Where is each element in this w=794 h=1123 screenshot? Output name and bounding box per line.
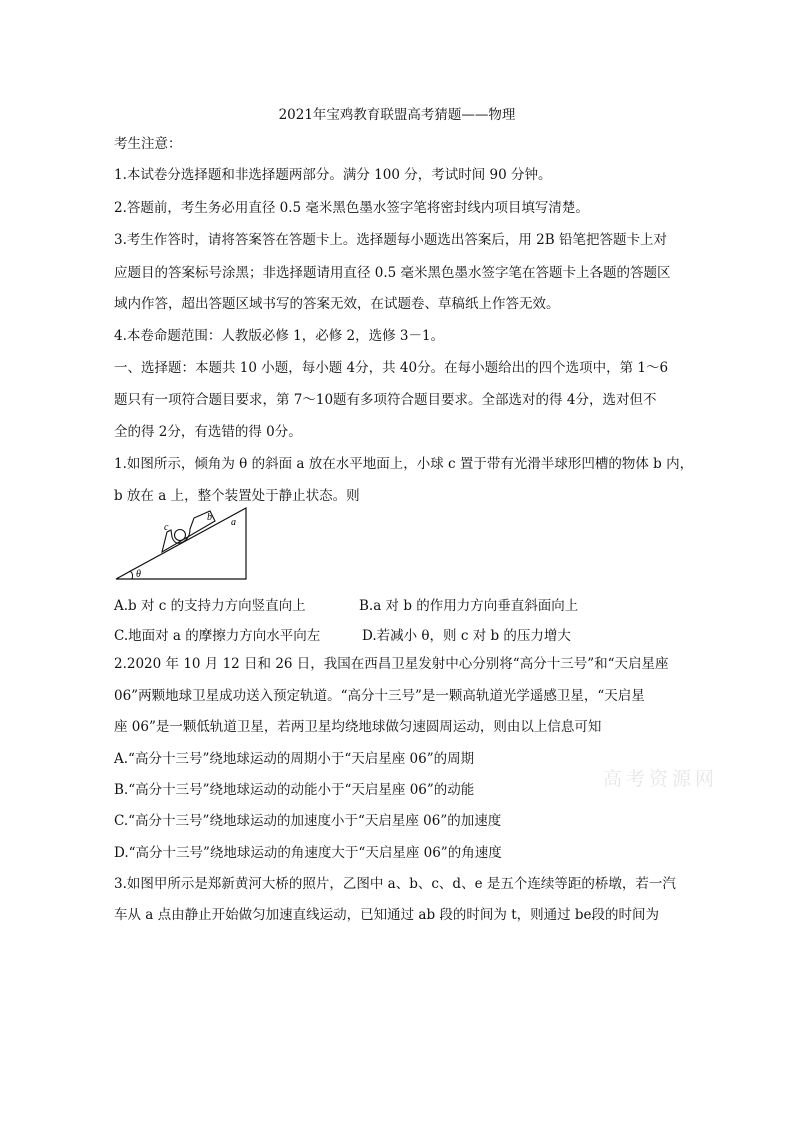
ball-c: [175, 530, 186, 541]
question-3-stem: 车从 a 点由静止开始做匀加速直线运动，已知通过 ab 段的时间为 t，则通过 be段的时间为: [114, 907, 660, 923]
label-theta: θ: [136, 569, 141, 580]
notice-line: 2.答题前，考生务必用直径 0.5 毫米黑色墨水签字笔将密封线内项目填写清楚。: [114, 200, 589, 216]
q1-option-a: A.b 对 c 的支持力方向竖直向上: [114, 598, 306, 614]
question-1-stem: 1.如图所示，倾角为 θ 的斜面 a 放在水平地面上，小球 c 置于带有光滑半球形凹槽的物体 b 内，: [114, 456, 694, 472]
notice-heading: 考生注意：: [114, 136, 182, 152]
label-a: a: [231, 517, 236, 528]
incline-figure: [114, 504, 250, 582]
section-instructions: 一、选择题：本题共 10 小题，每小题 4分，共 40分。在每小题给出的四个选项中，第 1～6: [114, 360, 669, 376]
q2-option-d: D.“高分十三号”绕地球运动的角速度大于“天启星座 06”的角速度: [114, 845, 502, 861]
q2-option-c: C.“高分十三号”绕地球运动的加速度小于“天启星座 06”的加速度: [114, 813, 502, 829]
q1-option-b: B.a 对 b 的作用力方向垂直斜面向上: [359, 598, 579, 614]
notice-line: 4.本卷命题范围：人教版必修 1，必修 2，选修 3－1。: [114, 328, 445, 344]
notice-line: 1.本试卷分选择题和非选择题两部分。满分 100 分，考试时间 90 分钟。: [114, 167, 552, 183]
label-c: c: [164, 522, 169, 533]
q2-option-b: B.“高分十三号”绕地球运动的动能小于“天启星座 06”的动能: [114, 782, 475, 798]
notice-line: 应题目的答案标号涂黑；非选择题请用直径 0.5 毫米黑色墨水签字笔在答题卡上各题的答题区: [114, 265, 671, 281]
question-3-stem: 3.如图甲所示是郑新黄河大桥的照片，乙图中 a、b、c、d、e 是五个连续等距的桥墩，若一汽: [114, 876, 676, 892]
question-2-stem: 座 06”是一颗低轨道卫星，若两卫星均绕地球做匀速圆周运动，则由以上信息可知: [114, 719, 602, 735]
question-1-stem: b 放在 a 上，整个装置处于静止状态。则: [114, 488, 360, 504]
question-2-stem: 06”两颗地球卫星成功送入预定轨道。“高分十三号”是一颗高轨道光学遥感卫星，“天启星: [114, 688, 645, 704]
q2-option-a: A.“高分十三号”绕地球运动的周期小于“天启星座 06”的周期: [114, 751, 475, 767]
angle-arc: [130, 571, 133, 579]
section-instructions: 全的得 2分，有选错的得 0分。: [114, 424, 302, 440]
watermark: 高考资源网: [603, 768, 719, 790]
q1-option-d: D.若减小 θ，则 c 对 b 的压力增大: [362, 628, 571, 644]
q1-option-c: C.地面对 a 的摩擦力方向水平向左: [114, 628, 321, 644]
label-b: b: [207, 512, 212, 523]
question-2-stem: 2.2020 年 10 月 12 日和 26 日，我国在西昌卫星发射中心分别将“高分十三号”和“天启星座: [114, 656, 669, 672]
notice-line: 域内作答，超出答题区域书写的答案无效，在试题卷、草稿纸上作答无效。: [114, 296, 560, 312]
page-title: 2021年宝鸡教育联盟高考猜题——物理: [278, 107, 516, 123]
notice-line: 3.考生作答时，请将答案答在答题卡上。选择题每小题选出答案后，用 2B 铅笔把答题卡上对: [114, 232, 667, 248]
section-instructions: 题只有一项符合题目要求，第 7～10题有多项符合题目要求。全部选对的得 4分，选对但不: [114, 392, 657, 408]
